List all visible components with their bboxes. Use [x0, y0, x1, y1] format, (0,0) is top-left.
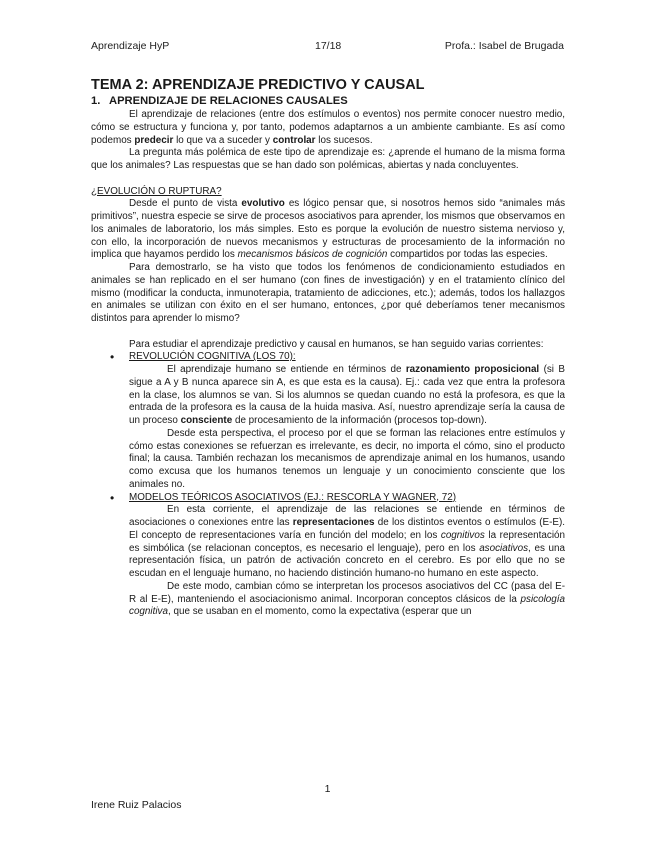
paragraph-evolution: Desde el punto de vista evolutivo es lógico pensar que, si nosotros hemos sido “animales más primitivos”, nuestra especie se sirve de procesos asociativos para aprender, los mismos que observamos en los animales de laboratorio, los más simples. Esto es porque la evolución de nuestro sistema nervioso y, con ello, la incorporación de nuevos mecanismos y estructuras de procesamiento de la información no implica que hayamos perdido los mecanismos básicos de cognición compartidos por todas las especies. — [91, 198, 566, 261]
bullet-icon: • — [110, 350, 115, 365]
document-body — [91, 77, 565, 619]
paragraph-demonstration: Para demostrarlo, se ha visto que todos los fenómenos de condicionamiento estudiados en animales se han replicado en el ser humano (con fines de investigación) y en el tratamiento clínico del mismo (modificar la conducta, inmunoterapia, tratamiento de adicciones, etc.); además, todos los hallazgos en animales se utilizan con éxito en el ser humano, entonces, ¿por qué deberíamos tener mecanismos distintos para aprender lo mismo? — [91, 262, 565, 324]
header-course: Aprendizaje HyP — [91, 40, 170, 52]
header-year: 17/18 — [315, 40, 342, 52]
footer-author: Irene Ruiz Palacios — [91, 799, 182, 811]
bullet-label: REVOLUCIÓN COGNITIVA (LOS 70): — [129, 351, 296, 363]
page-number: 1 — [324, 783, 331, 795]
bullet-associative-models — [91, 492, 565, 505]
paragraph-question: La pregunta más polémica de este tipo de aprendizaje es: ¿aprende el humano de la misma forma que los animales? Las respuestas que se han dado son polémicas, abiertas y nada concluyentes. — [91, 147, 565, 171]
bullet-paragraph: Desde esta perspectiva, el proceso por el que se forman las relaciones entre estímulos y cómo estas conexiones se refuerzan es irrelevante, es decir, no importa el cómo, sino el producto final; la causa. También rechazan los mecanismos de aprendizaje animal en los humanos, usando como excusa que los humanos tenemos un lenguaje y un conocimiento consciente que los animales no. — [129, 427, 565, 490]
bullet-paragraph: El aprendizaje humano se entiende en términos de razonamiento proposicional (si B sigue a A y B nunca aparece sin A, es que esta es la causa). Ej.: cada vez que entra la profesora en la clase, los alumnos se van. Si los alumnos se quedan cuando no está la profesora, es que la entrada de la profesora es la causa de la huida masiva. Así, nuestro aprendizaje sería la causa de un proceso consciente de procesamiento de la información (procesos top-down). — [129, 364, 565, 426]
bullet-label: MODELOS TEÓRICOS ASOCIATIVOS (EJ.: RESCORLA Y WAGNER, 72) — [129, 491, 457, 503]
paragraph-currents: Para estudiar el aprendizaje predictivo y causal en humanos, se han seguido varias corrientes: — [129, 338, 544, 350]
header-teacher: Profa.: Isabel de Brugada — [444, 40, 564, 52]
bullet-cognitive-revolution — [91, 351, 565, 364]
bullet-paragraph: En esta corriente, el aprendizaje de las relaciones se entiende en términos de asociaciones o conexiones entre las representaciones de los distintos eventos o estímulos (E-E). El concepto de representaciones varía en función del modelo; en los cognitivos la representación es simbólica (se relacionan conceptos, es necesario el lenguaje), pero en los asociativos, es una representación física, un patrón de activación concreto en el cerebro. Es por ello que no se escudan en el lenguaje humano, no haciendo distinción humano-no humano en este aspecto. — [129, 504, 566, 579]
subsection-heading: ¿EVOLUCIÓN O RUPTURA? — [91, 185, 222, 197]
page-title: TEMA 2: APRENDIZAJE PREDICTIVO Y CAUSAL — [91, 77, 425, 93]
bullet-icon: • — [110, 490, 115, 505]
paragraph-intro: El aprendizaje de relaciones (entre dos estímulos o eventos) nos permite conocer nuestro medio, cómo se estructura y funciona y, por tanto, podemos adaptarnos a un ambiente cambiante. Es así como podemos predecir lo que va a suceder y controlar los sucesos. — [91, 109, 565, 146]
section-heading: 1. APRENDIZAJE DE RELACIONES CAUSALES — [91, 95, 348, 107]
bullet-paragraph: De este modo, cambian cómo se interpretan los procesos asociativos del CC (pasa del E-R al E-E), manteniendo el asociacionismo animal. Incorporan conceptos clásicos de la psicología cognitiva, que se usaban en el momento, como la expectativa (esperar que un — [129, 580, 565, 618]
